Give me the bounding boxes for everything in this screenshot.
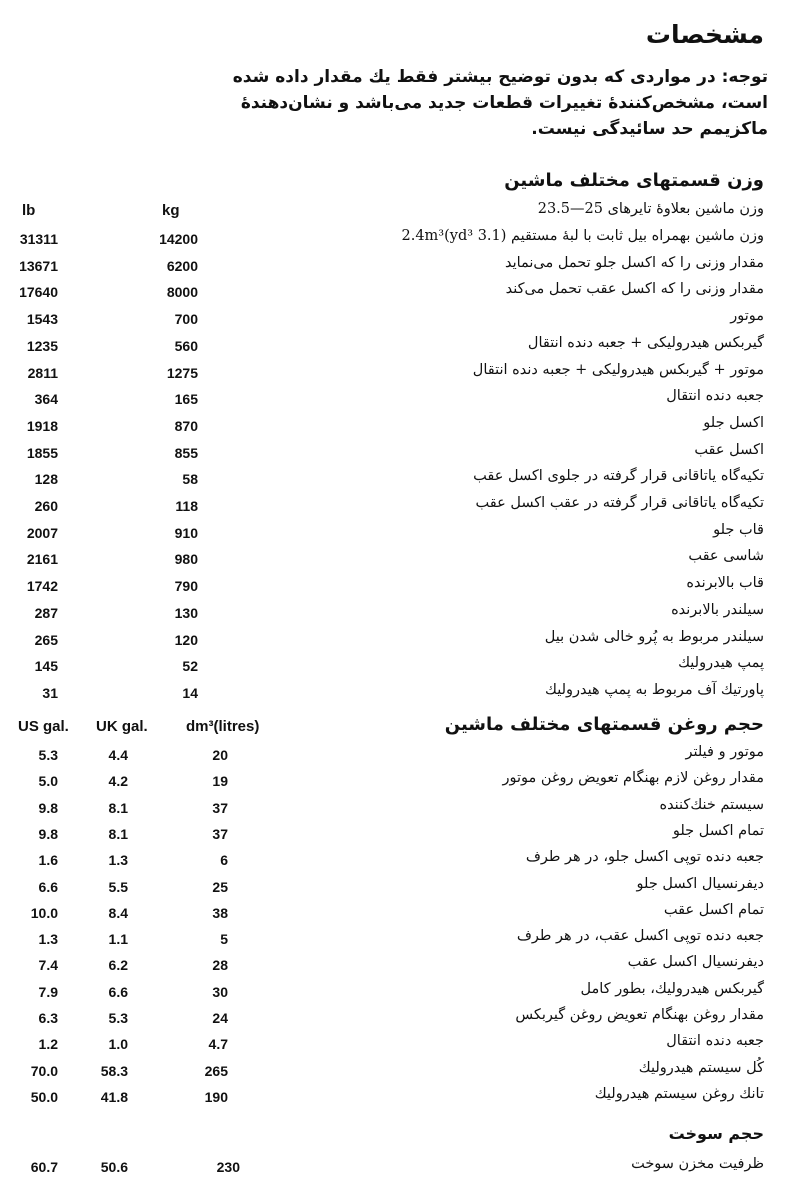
- oil-item-label: جعبه دنده توپی اکسل جلو، در هر طرف: [525, 849, 764, 866]
- weight-lb-value: 128: [34, 471, 58, 488]
- weight-kg-value: 165: [174, 391, 198, 408]
- oil-dm3-value: 20: [212, 747, 228, 763]
- col-header-kg: kg: [162, 202, 180, 219]
- weight-lb-value: 1543: [26, 311, 58, 328]
- oil-item-label: جعبه دنده توپی اکسل عقب، در هر طرف: [516, 928, 764, 945]
- weight-lb-value: 2811: [27, 364, 58, 381]
- oil-heading: حجم روغن قسمتهای مختلف ماشین: [444, 714, 764, 735]
- weight-kg-value: 790: [174, 578, 198, 595]
- oil-us-gal-value: 1.6: [38, 852, 58, 869]
- oil-us-gal-value: 1.3: [38, 931, 58, 948]
- oil-us-gal-value: 70.0: [30, 1062, 58, 1079]
- weight-item-label: قاب بالابرنده: [686, 575, 764, 592]
- weight-kg-value: 14200: [159, 231, 198, 247]
- oil-us-gal-value: 50.0: [30, 1088, 58, 1105]
- col-header-uk-gal: UK gal.: [96, 718, 148, 735]
- weight-item-label: سیلندر بالابرنده: [671, 601, 764, 618]
- weight-kg-value: 52: [182, 658, 198, 675]
- weight-kg-value: 560: [174, 337, 198, 354]
- oil-us-gal-value: 5.0: [38, 773, 58, 790]
- oil-us-gal-value: 9.8: [38, 825, 58, 842]
- oil-us-gal-value: 10.0: [30, 904, 58, 921]
- weight-item-label: پاورتیك آف مربوط به پمپ هیدرولیك: [544, 681, 764, 698]
- weight-kg-value: 855: [174, 444, 198, 461]
- weight-item-label: شاسی عقب: [688, 548, 764, 565]
- weight-lb-value: 17640: [19, 284, 58, 301]
- oil-uk-gal-value: 1.3: [108, 852, 128, 869]
- weight-lb-value: 31: [42, 684, 58, 701]
- weight-item-label: قاب جلو: [713, 521, 764, 538]
- oil-dm3-value: 28: [212, 957, 228, 974]
- oil-dm3-value: 38: [212, 904, 228, 921]
- weight-item-label: موتور + گیربکس هیدرولیکی + جعبه دنده انتقال: [472, 361, 764, 378]
- weight-lb-value: 2007: [26, 524, 58, 541]
- oil-uk-gal-value: 4.4: [108, 747, 128, 763]
- weight-kg-value: 120: [174, 631, 198, 648]
- col-header-us-gal: US gal.: [18, 718, 69, 735]
- weight-kg-value: 1275: [166, 364, 198, 381]
- weight-kg-value: 130: [174, 604, 198, 621]
- weight-kg-value: 6200: [166, 257, 198, 274]
- oil-us-gal-value: 5.3: [38, 747, 58, 763]
- oil-uk-gal-value: 41.8: [100, 1088, 128, 1105]
- oil-dm3-value: 6: [220, 852, 228, 869]
- oil-item-label: گیربکس هیدرولیك، بطور کامل: [580, 980, 764, 997]
- oil-uk-gal-value: 5.5: [108, 878, 128, 895]
- weight-kg-value: 14: [182, 684, 198, 701]
- weight-lb-value: 2161: [26, 551, 58, 568]
- weight-item-label: موتور: [730, 308, 764, 325]
- oil-dm3-value: 19: [212, 773, 228, 790]
- oil-item-label: تانك روغن سیستم هیدرولیك: [594, 1085, 764, 1102]
- oil-item-label: مقدار روغن بهنگام تعویض روغن گیربکس: [515, 1007, 764, 1023]
- oil-item-label: مقدار روغن لازم بهنگام تعویض روغن موتور: [502, 770, 764, 787]
- oil-item-label: جعبه دنده انتقال: [666, 1033, 764, 1050]
- weight-kg-value: 870: [174, 417, 198, 434]
- oil-us-gal-value: 9.8: [38, 799, 58, 816]
- oil-uk-gal-value: 6.6: [108, 983, 128, 1000]
- weight-lb-value: 145: [34, 658, 58, 675]
- oil-uk-gal-value: 8.4: [108, 904, 128, 921]
- oil-uk-gal-value: 1.0: [108, 1036, 128, 1053]
- weight-item-label: پمپ هیدرولیك: [678, 655, 764, 672]
- oil-item-label: دیفرنسیال اکسل جلو: [636, 875, 764, 892]
- weight-lb-value: 265: [34, 631, 58, 648]
- fuel-dm3-value: 230: [216, 1159, 240, 1175]
- fuel-uk-gal-value: 50.6: [100, 1159, 128, 1175]
- col-header-lb: lb: [22, 202, 36, 219]
- oil-dm3-value: 5: [220, 931, 228, 948]
- oil-item-label: کُل سیستم هیدرولیك: [638, 1059, 764, 1076]
- weight-lb-value: 1235: [26, 337, 58, 354]
- weights-intro: وزن ماشین بعلاوهٔ تایرهای 25—23.5: [537, 201, 764, 217]
- weight-kg-value: 58: [182, 471, 198, 488]
- weight-lb-value: 1742: [26, 578, 58, 595]
- weight-item-label: تکیه‌گاه یاتاقانی قرار گرفته در عقب اکسل عقب: [475, 495, 764, 511]
- fuel-heading: حجم سوخت: [668, 1124, 764, 1143]
- oil-item-label: دیفرنسیال اکسل عقب: [627, 954, 764, 971]
- fuel-us-gal-value: 60.7: [30, 1159, 58, 1175]
- oil-uk-gal-value: 5.3: [108, 1010, 128, 1026]
- weight-item-label: جعبه دنده انتقال: [666, 388, 764, 405]
- oil-dm3-value: 30: [212, 983, 228, 1000]
- weight-lb-value: 364: [34, 391, 58, 408]
- oil-item-label: موتور و فیلتر: [685, 744, 764, 760]
- oil-uk-gal-value: 4.2: [108, 773, 128, 790]
- weight-lb-value: 260: [34, 498, 58, 514]
- oil-us-gal-value: 1.2: [38, 1036, 58, 1053]
- fuel-item-label: ظرفیت مخزن سوخت: [631, 1156, 764, 1172]
- weight-item-label: اکسل عقب: [694, 441, 764, 458]
- oil-item-label: تمام اکسل عقب: [663, 901, 764, 918]
- oil-uk-gal-value: 6.2: [108, 957, 128, 974]
- weight-kg-value: 910: [174, 524, 198, 541]
- oil-dm3-value: 37: [212, 799, 228, 816]
- oil-us-gal-value: 6.6: [38, 878, 58, 895]
- weights-heading: وزن قسمتهای مختلف ماشین: [504, 170, 764, 191]
- oil-dm3-value: 4.7: [208, 1036, 228, 1053]
- weight-kg-value: 8000: [166, 284, 198, 301]
- oil-us-gal-value: 7.4: [38, 957, 58, 974]
- oil-us-gal-value: 6.3: [38, 1010, 58, 1026]
- oil-us-gal-value: 7.9: [38, 983, 58, 1000]
- col-header-dm3: dm³(litres): [186, 718, 260, 735]
- oil-item-label: سیستم خنك‌کننده: [659, 796, 764, 813]
- weight-item-label: گیربکس هیدرولیکی + جعبه دنده انتقال: [527, 334, 764, 351]
- oil-dm3-value: 37: [212, 825, 228, 842]
- weight-lb-value: 13671: [19, 257, 58, 274]
- oil-uk-gal-value: 8.1: [108, 799, 128, 816]
- oil-dm3-value: 190: [204, 1088, 228, 1105]
- page-title: مشخصات: [645, 20, 764, 49]
- note-paragraph: توجه: در مواردی که بدون توضیح بیشتر فقط یك مقدار داده شده است، مشخص‌کنندهٔ تغییرات قطعات جدید می‌باشد و نشان‌دهندهٔ ماکزیمم حد سائیدگی نیست.: [232, 67, 768, 139]
- weight-lb-value: 1855: [26, 444, 58, 461]
- oil-uk-gal-value: 8.1: [108, 825, 128, 842]
- oil-dm3-value: 24: [212, 1010, 228, 1026]
- weight-item-label: وزن ماشین بهمراه بیل ثابت با لبهٔ مستقیم (3.1 yd³)2.4m³: [401, 228, 764, 244]
- oil-uk-gal-value: 58.3: [100, 1062, 128, 1079]
- weight-item-label: مقدار وزنی را که اکسل عقب تحمل می‌کند: [505, 281, 764, 298]
- oil-uk-gal-value: 1.1: [108, 931, 128, 948]
- weight-lb-value: 287: [34, 604, 58, 621]
- weight-kg-value: 118: [175, 498, 198, 514]
- oil-item-label: تمام اکسل جلو: [672, 822, 764, 839]
- weight-item-label: مقدار وزنی را که اکسل جلو تحمل می‌نماید: [504, 254, 764, 271]
- weight-kg-value: 700: [174, 311, 198, 328]
- weight-lb-value: 31311: [19, 231, 58, 247]
- weight-item-label: سیلندر مربوط به پُرو خالی شدن بیل: [544, 628, 764, 645]
- oil-dm3-value: 265: [204, 1062, 228, 1079]
- oil-dm3-value: 25: [212, 878, 228, 895]
- weight-kg-value: 980: [174, 551, 198, 568]
- weight-item-label: تکیه‌گاه یاتاقانی قرار گرفته در جلوی اکسل عقب: [473, 468, 764, 485]
- weight-item-label: اکسل جلو: [703, 414, 764, 431]
- weight-lb-value: 1918: [26, 417, 58, 434]
